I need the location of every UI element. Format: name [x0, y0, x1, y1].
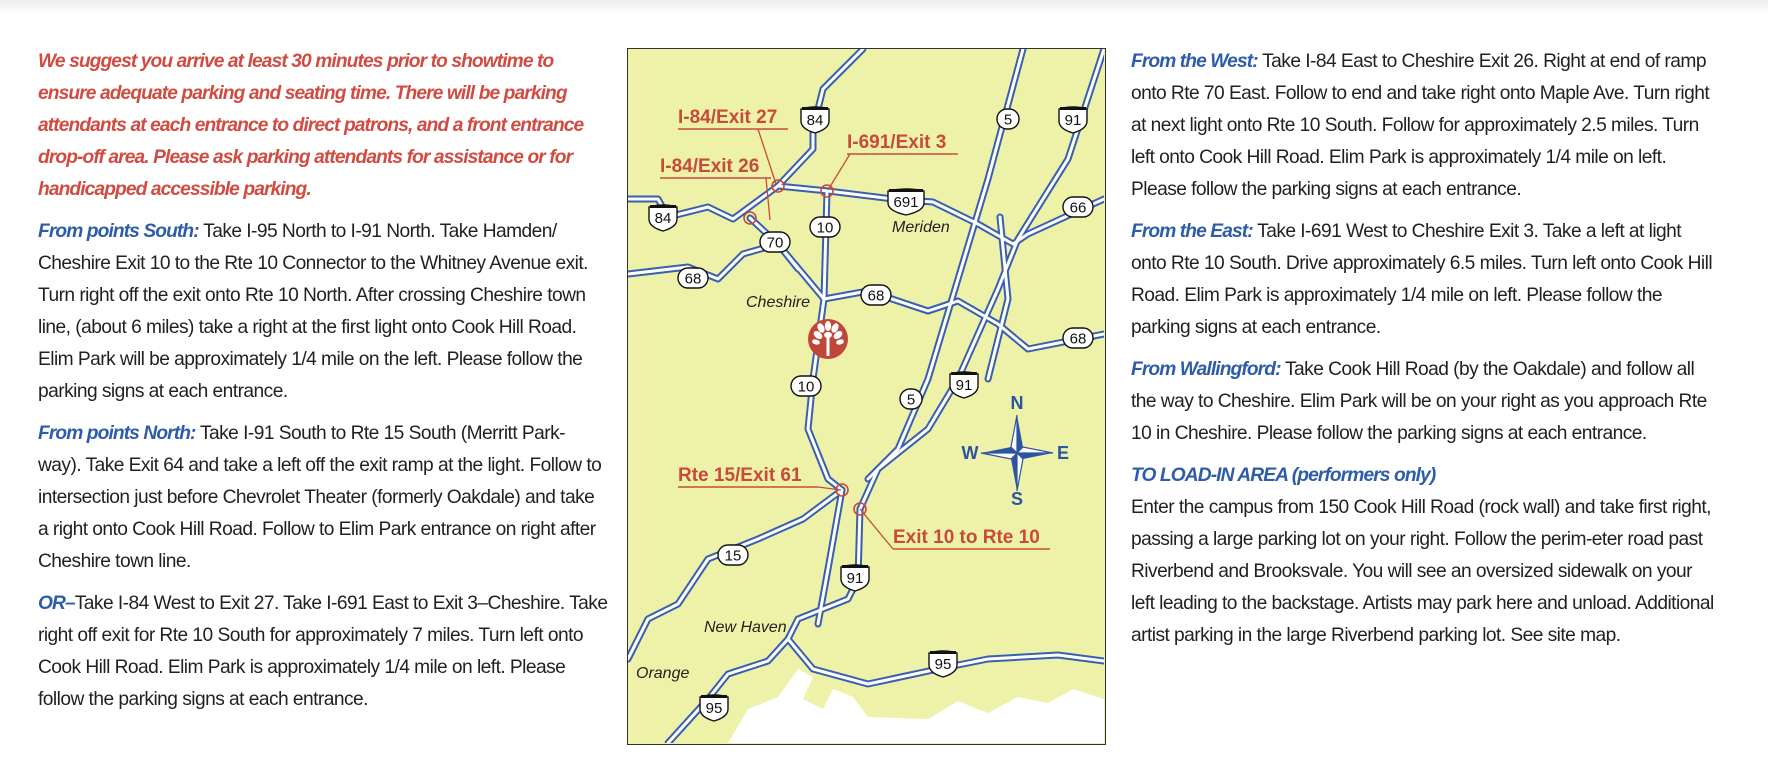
- section-lead: From the East:: [1131, 221, 1253, 242]
- section-body: Take I-95 North to I-91 North. Take Hamden/ Cheshire Exit 10 to the Rte 10 Connector to the Whitney Avenue exit. Turn right off the exit onto Rte 10 North. After crossing Cheshire town line, (about 6 miles) take a right at the first light onto Cook Hill Road. Elim Park will be approximately 1/4 mile on the left. Please follow the parking signs at each entrance.: [38, 221, 588, 402]
- directions-from-west: [1131, 46, 1716, 206]
- exit-callout: [821, 132, 958, 197]
- section-lead: From Wallingford:: [1131, 359, 1281, 380]
- directions-from-east: [1131, 216, 1716, 344]
- interstate-shield-icon: [950, 372, 978, 398]
- compass-s: S: [1010, 489, 1024, 509]
- elim-park-marker-icon[interactable]: [808, 319, 848, 359]
- exit-callout-label: I-691/Exit 3: [847, 132, 947, 153]
- state-route-shield-icon: [678, 268, 708, 288]
- interstate-shield-icon: [1059, 107, 1087, 133]
- svg-text:10: 10: [816, 219, 834, 237]
- svg-text:91: 91: [955, 377, 973, 394]
- svg-text:91: 91: [1064, 112, 1082, 129]
- svg-text:66: 66: [1069, 199, 1087, 217]
- svg-text:5: 5: [906, 391, 916, 409]
- interstate-shield-icon: [700, 695, 728, 721]
- interstate-shield-icon: [929, 651, 957, 677]
- state-route-shield-icon: [718, 545, 748, 565]
- area-road-map: [627, 48, 1106, 745]
- town-label: Meriden: [892, 219, 950, 236]
- load-in-heading: TO LOAD-IN AREA (performers only): [1131, 465, 1436, 486]
- section-body: Take I-84 East to Cheshire Exit 26. Right at end of ramp onto Rte 70 East. Follow to end and take right onto Maple Ave. Turn right at next light onto Rte 10 South. Follow for approximately 2.5 miles. Turn left onto Cook Hill Road. Elim Park is approximately 1/4 mile on left. Please follow the parking signs at each entrance.: [1131, 51, 1710, 200]
- town-label: Cheshire: [746, 294, 811, 311]
- state-route-shield-icon: [791, 376, 821, 396]
- section-lead: OR–: [38, 593, 75, 614]
- svg-text:95: 95: [705, 700, 723, 717]
- exit-callout: [678, 107, 788, 192]
- svg-text:15: 15: [724, 547, 742, 565]
- compass-rose-icon: [962, 393, 1070, 509]
- state-route-shield-icon: [810, 217, 840, 237]
- svg-text:84: 84: [654, 210, 672, 227]
- interstate-shield-icon: [888, 189, 924, 215]
- state-route-shield-icon: [1063, 197, 1093, 217]
- svg-text:68: 68: [867, 287, 885, 305]
- section-lead: From points North:: [38, 423, 196, 444]
- town-label: New Haven: [704, 619, 787, 636]
- load-in-directions: Enter the campus from 150 Cook Hill Road (rock wall) and take first right, passing a large parking lot on your right. Follow the perim-eter road past Riverbend and Brooksvale. You will see an oversized sidewalk on your left leading to the backstage. Artists may park here and unload. Additional artist parking in the large Riverbend parking lot. See site map.: [1131, 497, 1714, 646]
- svg-text:84: 84: [806, 112, 824, 129]
- compass-e: E: [1056, 443, 1070, 463]
- directions-or-alternate: [38, 588, 608, 716]
- state-route-shield-icon: [760, 232, 790, 252]
- section-body: Take I-691 West to Cheshire Exit 3. Take a left at light onto Rte 10 South. Drive approximately 6.5 miles. Turn left onto Cook Hill Road. Elim Park is approximately 1/4 mile on left. Please follow the parking signs at each entrance.: [1131, 221, 1713, 338]
- state-route-shield-icon: [861, 285, 891, 305]
- section-lead: From points South:: [38, 221, 199, 242]
- svg-text:10: 10: [797, 378, 815, 396]
- section-body: Take Cook Hill Road (by the Oakdale) and follow all the way to Cheshire. Elim Park will be on your right as you approach Rte 10 in Cheshire. Please follow the parking signs at each entrance.: [1131, 359, 1707, 444]
- section-body: Take I-91 South to Rte 15 South (Merritt Park-way). Take Exit 64 and take a left off the exit ramp at the light. Follow to intersection just before Chevrolet Theater (formerly Oakdale) and take a right onto Cook Hill Road. Follow to Elim Park entrance on right after Cheshire town line.: [38, 423, 602, 572]
- directions-from-wallingford: [1131, 354, 1716, 450]
- exit-callout-label: I-84/Exit 27: [678, 107, 778, 128]
- state-route-shield-icon: [997, 109, 1019, 129]
- svg-text:691: 691: [893, 194, 919, 211]
- road-network: [628, 49, 1104, 743]
- compass-w: W: [961, 443, 979, 463]
- directions-from-south: [38, 216, 608, 408]
- state-route-shield-icon: [900, 389, 922, 409]
- svg-text:5: 5: [1003, 111, 1013, 129]
- svg-text:68: 68: [684, 270, 702, 288]
- directions-from-north: [38, 418, 608, 578]
- svg-text:95: 95: [934, 656, 952, 673]
- town-label: Orange: [636, 665, 690, 682]
- right-directions-column: [1131, 46, 1716, 662]
- map-canvas: [628, 49, 1104, 743]
- coastline-water: [728, 669, 1104, 743]
- interstate-shield-icon: [649, 205, 677, 231]
- compass-n: N: [1010, 393, 1024, 413]
- exit-callout-label: I-84/Exit 26: [660, 156, 760, 177]
- section-lead: From the West:: [1131, 51, 1258, 72]
- exit-callout: [854, 503, 1050, 549]
- exit-callout-label: Rte 15/Exit 61: [678, 465, 802, 486]
- state-route-shield-icon: [1063, 328, 1093, 348]
- svg-text:91: 91: [846, 570, 864, 587]
- svg-text:70: 70: [766, 234, 784, 252]
- svg-text:68: 68: [1069, 330, 1087, 348]
- section-body: Take I-84 West to Exit 27. Take I-691 East to Exit 3–Cheshire. Take right off exit for Rte 10 South for approximately 7 miles. Turn left onto Cook Hill Road. Elim Park is approximately 1/4 mile on left. Please follow the parking signs at each entrance.: [38, 593, 608, 710]
- left-directions-column: [38, 46, 608, 726]
- exit-callout-label: Exit 10 to Rte 10: [893, 527, 1040, 548]
- interstate-shield-icon: [801, 107, 829, 133]
- interstate-shield-icon: [841, 565, 869, 591]
- arrival-notice: We suggest you arrive at least 30 minutes prior to showtime to ensure adequate parking and seating time. There will be parking attendants at each entrance to direct patrons, and a front entrance drop-off area. Please ask parking attendants for assistance or for handicapped accessible parking.: [38, 51, 584, 200]
